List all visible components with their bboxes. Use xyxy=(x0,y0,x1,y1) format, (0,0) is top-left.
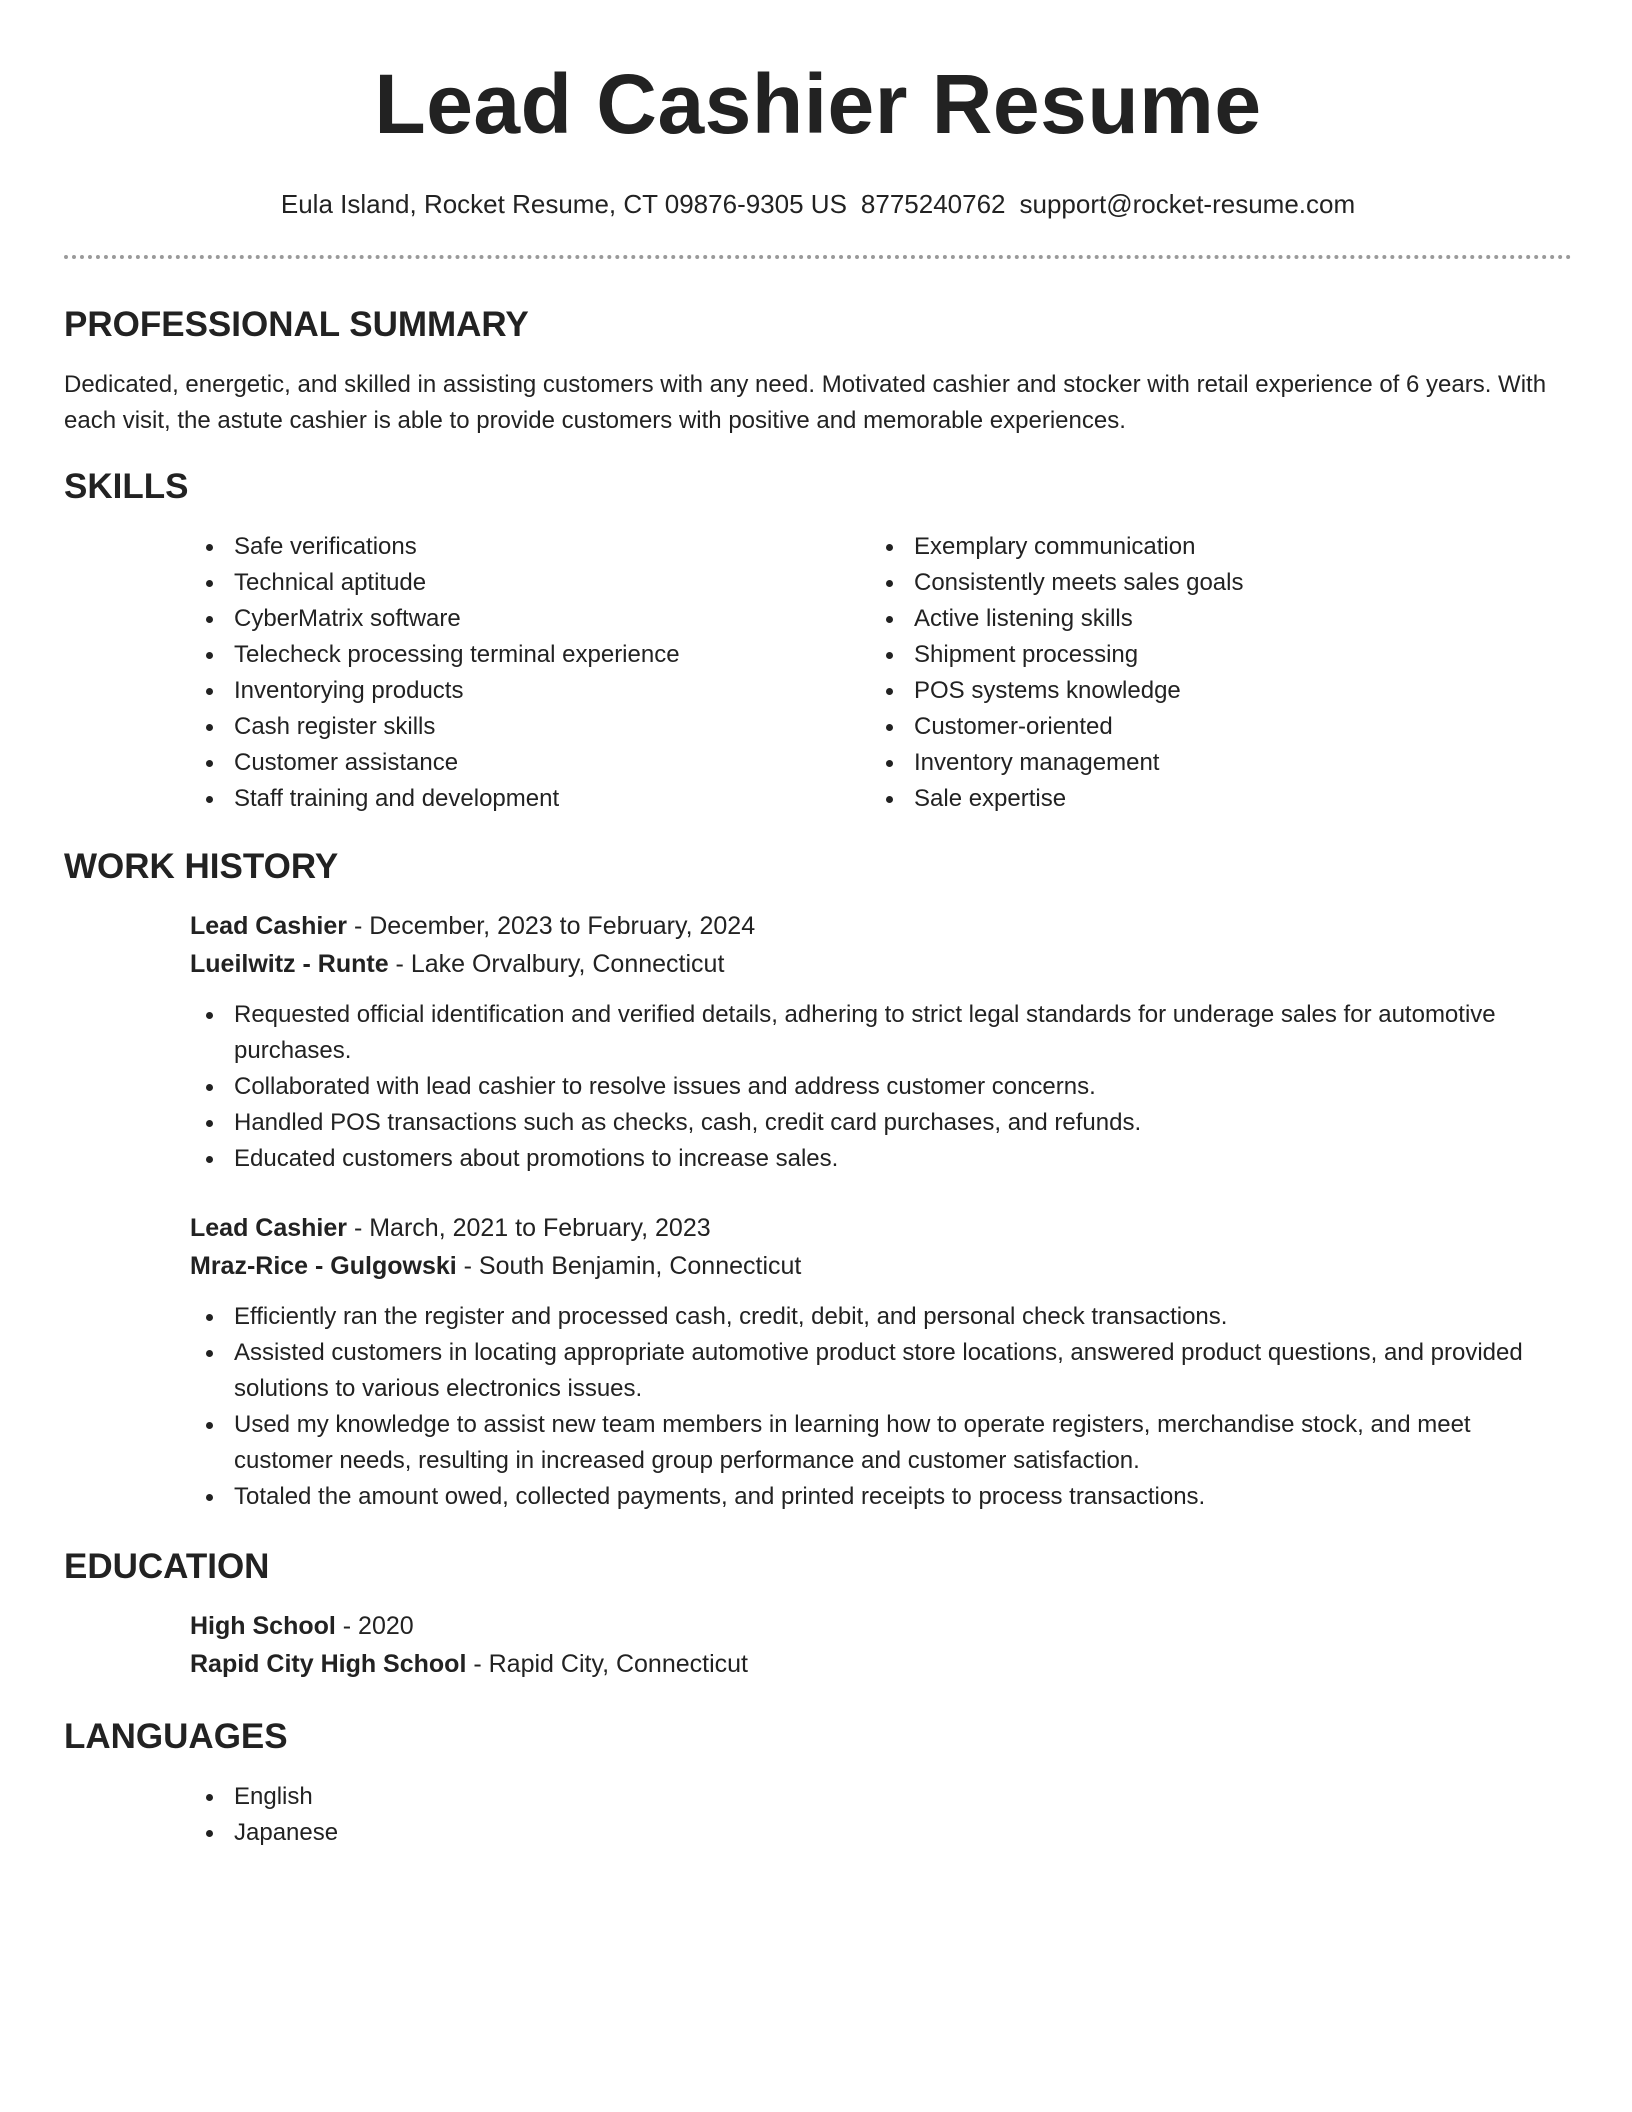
skill-item: POS systems knowledge xyxy=(870,673,1550,709)
job-company: Lueilwitz - Runte xyxy=(190,950,389,978)
school-name: Rapid City High School xyxy=(190,1650,467,1678)
skill-item: Telecheck processing terminal experience xyxy=(190,637,870,673)
job-duties xyxy=(190,997,1572,1177)
job-company: Mraz-Rice - Gulgowski xyxy=(190,1252,457,1280)
job-duty: Efficiently ran the register and processed cash, credit, debit, and personal check transactions. xyxy=(190,1299,1572,1335)
skill-item: Safe verifications xyxy=(190,529,870,565)
job-company-line xyxy=(190,1247,1572,1285)
education-entry xyxy=(190,1607,1572,1683)
work-heading: WORK HISTORY xyxy=(64,847,339,886)
contact-phone: 8775240762 xyxy=(860,189,1006,219)
job-dates: - March, 2021 to February, 2023 xyxy=(347,1214,711,1242)
job-duty: Totaled the amount owed, collected payments, and printed receipts to process transactions. xyxy=(190,1479,1572,1515)
skill-item: Shipment processing xyxy=(870,637,1550,673)
job-location: - Lake Orvalbury, Connecticut xyxy=(388,950,725,978)
languages-list xyxy=(190,1779,1572,1851)
job-duty: Educated customers about promotions to increase sales. xyxy=(190,1141,1572,1177)
job-dates: - December, 2023 to February, 2024 xyxy=(347,912,756,940)
skills-column-left xyxy=(190,529,870,817)
job-duty: Collaborated with lead cashier to resolve issues and address customer concerns. xyxy=(190,1069,1572,1105)
skill-item: Staff training and development xyxy=(190,781,870,817)
contact-address: Eula Island, Rocket Resume, CT 09876-9305 US xyxy=(280,189,847,219)
skills-column-right xyxy=(870,529,1550,817)
school-location: - Rapid City, Connecticut xyxy=(466,1650,748,1678)
degree-name: High School xyxy=(190,1612,336,1640)
job-location: - South Benjamin, Connecticut xyxy=(456,1252,802,1280)
job-title-line xyxy=(190,1209,1572,1247)
job-duty: Assisted customers in locating appropriate automotive product store locations, answered product questions, and provided solutions to various electronics issues. xyxy=(190,1335,1572,1407)
job-duty: Requested official identification and verified details, adhering to strict legal standards for underage sales for automotive purchases. xyxy=(190,997,1572,1069)
job-duties xyxy=(190,1299,1572,1515)
languages-heading: LANGUAGES xyxy=(64,1717,288,1756)
resume-title: Lead Cashier Resume xyxy=(374,57,1262,151)
summary-text: Dedicated, energetic, and skilled in assisting customers with any need. Motivated cashier and stocker with retail experience of 6 years. With each visit, the astute cashier is able to provide customers with positive and memorable experiences. xyxy=(64,371,1547,434)
skill-item: Customer assistance xyxy=(190,745,870,781)
skills-list xyxy=(190,529,1572,817)
degree-year: - 2020 xyxy=(335,1612,414,1640)
skill-item: Active listening skills xyxy=(870,601,1550,637)
job-duty: Handled POS transactions such as checks, cash, credit card purchases, and refunds. xyxy=(190,1105,1572,1141)
skill-item: Inventory management xyxy=(870,745,1550,781)
skill-item: Technical aptitude xyxy=(190,565,870,601)
skill-item: CyberMatrix software xyxy=(190,601,870,637)
job-entry xyxy=(190,1209,1572,1515)
skill-item: Consistently meets sales goals xyxy=(870,565,1550,601)
school-line xyxy=(190,1645,1572,1683)
job-title-line xyxy=(190,907,1572,945)
job-entry xyxy=(190,907,1572,1177)
resume-page xyxy=(64,0,1572,1851)
job-title: Lead Cashier xyxy=(190,912,348,940)
education-heading: EDUCATION xyxy=(64,1547,270,1586)
header-divider xyxy=(64,255,1572,259)
skill-item: Sale expertise xyxy=(870,781,1550,817)
language-item: Japanese xyxy=(190,1815,1572,1851)
language-item: English xyxy=(190,1779,1572,1815)
job-duty: Used my knowledge to assist new team members in learning how to operate registers, merchandise stock, and meet customer needs, resulting in increased group performance and customer satisfaction. xyxy=(190,1407,1572,1479)
degree-line xyxy=(190,1607,1572,1645)
job-company-line xyxy=(190,945,1572,983)
skill-item: Exemplary communication xyxy=(870,529,1550,565)
skill-item: Cash register skills xyxy=(190,709,870,745)
skill-item: Inventorying products xyxy=(190,673,870,709)
job-title: Lead Cashier xyxy=(190,1214,348,1242)
contact-email: support@rocket-resume.com xyxy=(1019,189,1356,219)
skill-item: Customer-oriented xyxy=(870,709,1550,745)
summary-heading: PROFESSIONAL SUMMARY xyxy=(64,305,529,344)
skills-heading: SKILLS xyxy=(64,467,189,506)
contact-line xyxy=(64,188,1572,220)
